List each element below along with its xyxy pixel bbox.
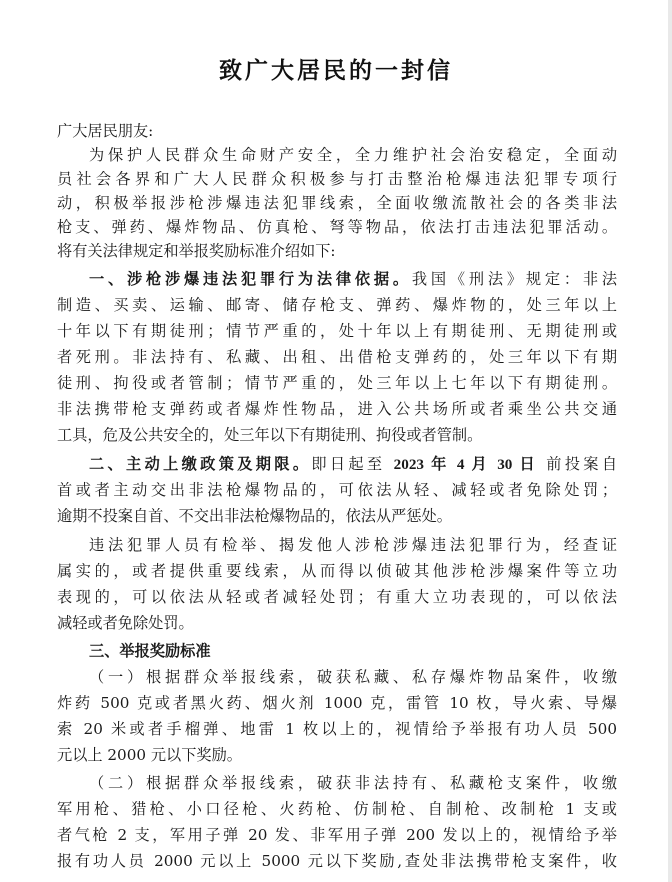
reward-item2-line: （二）根据群众举报线索，破获非法持有、私藏枪支案件，收缴 — [89, 774, 617, 792]
intro-line: 将有关法律规定和举报奖励标准介绍如下: — [57, 242, 336, 260]
section2-para2-line: 违法犯罪人员有检举、揭发他人涉枪涉爆违法犯罪行为，经查证 — [89, 536, 617, 554]
section1-line: 者死刑。非法持有、私藏、出租、出借枪支弹药的，处三年以下有期 — [57, 348, 617, 366]
reward-item2-line: 报有功人员 2000 元以上 5000 元以下奖励,查处非法携带枪支案件，收 — [57, 852, 617, 870]
section2-line: 逾期不投案自首、不交出非法枪爆物品的，依法从严惩处。 — [57, 507, 452, 525]
intro-line: 枪支、弹药、爆炸物品、仿真枪、弩等物品，依法打击违法犯罪活动。 — [57, 218, 617, 236]
section2-text: 即日起至 — [311, 455, 386, 473]
greeting: 广大居民朋友: — [57, 122, 154, 140]
section2-text: 前投案自 — [546, 455, 617, 473]
deadline-date: 2023 年 4 月 30 日 — [393, 456, 539, 473]
section2-first-line — [89, 453, 617, 475]
reward-item1-line: （一）根据群众举报线索，破获私藏、私存爆炸物品案件，收缴 — [89, 668, 617, 686]
reward-item1-line: 索 20 米或者手榴弹、地雷 1 枚以上的，视情给予举报有功人员 500 — [57, 720, 617, 738]
letter-title: 致广大居民的一封信 — [219, 58, 453, 84]
section2-para2-line: 表现的，可以依法从轻或者减轻处罚；有重大立功表现的，可以依法 — [57, 588, 617, 606]
reward-item1-line: 炸药 500 克或者黑火药、烟火剂 1000 克，雷管 10 枚，导火索、导爆 — [57, 694, 617, 712]
page-edge-shadow — [668, 0, 672, 882]
reward-item2-line: 者气枪 2 支，军用子弹 20 发、非军用子弹 200 发以上的，视情给予举 — [57, 826, 617, 844]
intro-line: 为保护人民群众生命财产安全，全力维护社会治安稳定，全面动 — [89, 146, 617, 164]
intro-line: 员社会各界和广大人民群众积极参与打击整治枪爆违法犯罪专项行 — [57, 170, 617, 188]
section1-line: 十年以下有期徒刑；情节严重的，处十年以上有期徒刑、无期徒刑或 — [57, 322, 617, 340]
reward-item2-line: 军用枪、猎枪、小口径枪、火药枪、仿制枪、自制枪、改制枪 1 支或 — [57, 800, 617, 818]
section1-first-line — [89, 268, 617, 290]
section1-line: 徒刑、拘役或者管制；情节严重的，处三年以上七年以下有期徒刑。 — [57, 374, 617, 392]
section2-para2-line: 属实的，或者提供重要线索，从而得以侦破其他涉枪涉爆案件等立功 — [57, 562, 617, 580]
section2-para2-line: 减轻或者免除处罚。 — [57, 614, 194, 632]
section1-text: 我国《刑法》规定：非法 — [411, 270, 617, 288]
reward-item1-line: 元以上 2000 元以下奖励。 — [57, 746, 242, 764]
section3-heading: 三、举报奖励标准 — [89, 642, 211, 660]
section1-line: 工具，危及公共安全的，处三年以下有期徒刑、拘役或者管制。 — [57, 426, 483, 444]
section1-line: 非法携带枪支弹药或者爆炸性物品，进入公共场所或者乘坐公共交通 — [57, 400, 617, 418]
section1-line: 制造、买卖、运输、邮寄、储存枪支、弹药、爆炸物的，处三年以上 — [57, 296, 617, 314]
section1-heading: 一、涉枪涉爆违法犯罪行为法律依据。 — [89, 270, 412, 288]
intro-line: 动，积极举报涉枪涉爆违法犯罪线索，全面收缴流散社会的各类非法 — [57, 194, 617, 212]
section2-line: 首或者主动交出非法枪爆物品的，可依法从轻、减轻或者免除处罚； — [57, 481, 617, 499]
section2-heading: 二、主动上缴政策及期限。 — [89, 455, 312, 473]
